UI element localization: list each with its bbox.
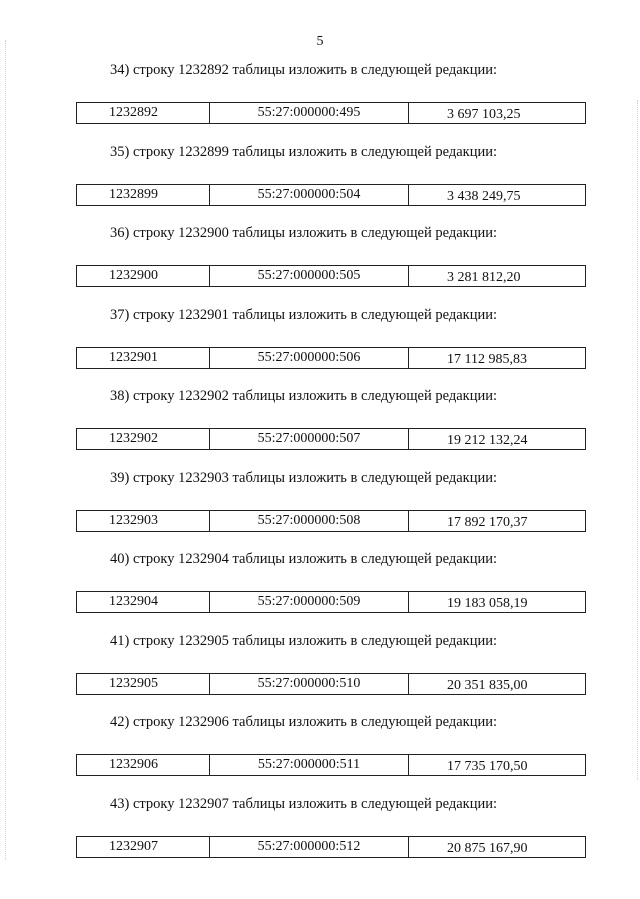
cadastral-value-cell: 19 212 132,24 <box>447 433 528 448</box>
row-code-cell: 1232905 <box>77 674 210 694</box>
cadastral-value-cell: 20 351 835,00 <box>447 677 528 693</box>
amendment-table-row <box>76 347 586 369</box>
cadastral-number-cell: 55:27:000000:505 <box>210 266 409 286</box>
row-code-cell: 1232892 <box>77 103 210 123</box>
amendment-table-row <box>76 836 586 858</box>
amendment-table-row <box>76 754 586 776</box>
amendment-text: 38) строку 1232902 таблицы изложить в следующей редакции: <box>110 388 498 404</box>
amendment-entry <box>0 144 640 226</box>
cadastral-value-cell: 17 735 170,50 <box>447 759 528 774</box>
amendment-text: 43) строку 1232907 таблицы изложить в следующей редакции: <box>110 795 498 812</box>
row-code-cell: 1232900 <box>77 266 210 286</box>
cadastral-number-cell: 55:27:000000:511 <box>210 755 409 775</box>
amendment-text: 39) строку 1232903 таблицы изложить в следующей редакции: <box>110 469 498 486</box>
cadastral-number-cell: 55:27:000000:509 <box>210 592 409 612</box>
amendment-entry <box>0 225 640 307</box>
row-code-cell: 1232906 <box>77 755 210 775</box>
amendment-text: 37) строку 1232901 таблицы изложить в следующей редакции: <box>110 306 498 323</box>
cadastral-number-cell: 55:27:000000:512 <box>210 837 409 857</box>
cadastral-number-cell: 55:27:000000:504 <box>210 185 409 205</box>
cadastral-number-cell: 55:27:000000:510 <box>210 674 409 694</box>
amendment-table-row <box>76 184 586 206</box>
amendment-text: 35) строку 1232899 таблицы изложить в следующей редакции: <box>110 143 498 160</box>
cadastral-value-cell: 19 183 058,19 <box>447 596 528 611</box>
amendment-entry <box>0 62 640 144</box>
amendment-text: 40) строку 1232904 таблицы изложить в следующей редакции: <box>110 551 498 567</box>
amendment-text: 41) строку 1232905 таблицы изложить в следующей редакции: <box>110 632 498 649</box>
amendment-entry <box>0 307 640 389</box>
page-number: 5 <box>316 34 324 49</box>
amendment-text: 36) строку 1232900 таблицы изложить в следующей редакции: <box>110 225 498 241</box>
amendment-text: 42) строку 1232906 таблицы изложить в следующей редакции: <box>110 714 498 730</box>
row-code-cell: 1232904 <box>77 592 210 612</box>
amendment-table-row <box>76 591 586 613</box>
amendment-table-row <box>76 428 586 450</box>
amendment-entry <box>0 551 640 633</box>
cadastral-value-cell: 17 112 985,83 <box>447 351 527 367</box>
amendment-entry <box>0 388 640 470</box>
row-code-cell: 1232901 <box>77 348 210 368</box>
row-code-cell: 1232902 <box>77 429 210 449</box>
amendment-table-row <box>76 265 586 287</box>
amendment-entry <box>0 633 640 715</box>
amendment-list <box>0 62 640 877</box>
amendment-table-row <box>76 510 586 532</box>
amendment-entry <box>0 714 640 796</box>
amendment-table-row <box>76 673 586 695</box>
cadastral-number-cell: 55:27:000000:507 <box>210 429 409 449</box>
amendment-table-row <box>76 102 586 124</box>
cadastral-value-cell: 3 281 812,20 <box>447 270 521 285</box>
cadastral-value-cell: 3 697 103,25 <box>447 107 521 122</box>
cadastral-value-cell: 20 875 167,90 <box>447 840 528 856</box>
amendment-text: 34) строку 1232892 таблицы изложить в следующей редакции: <box>110 62 498 78</box>
row-code-cell: 1232903 <box>77 511 210 531</box>
row-code-cell: 1232899 <box>77 185 210 205</box>
row-code-cell: 1232907 <box>77 837 210 857</box>
amendment-entry <box>0 796 640 878</box>
cadastral-value-cell: 17 892 170,37 <box>447 514 528 530</box>
amendment-entry <box>0 470 640 552</box>
cadastral-number-cell: 55:27:000000:506 <box>210 348 409 368</box>
cadastral-number-cell: 55:27:000000:508 <box>210 511 409 531</box>
cadastral-number-cell: 55:27:000000:495 <box>210 103 409 123</box>
cadastral-value-cell: 3 438 249,75 <box>447 188 521 204</box>
